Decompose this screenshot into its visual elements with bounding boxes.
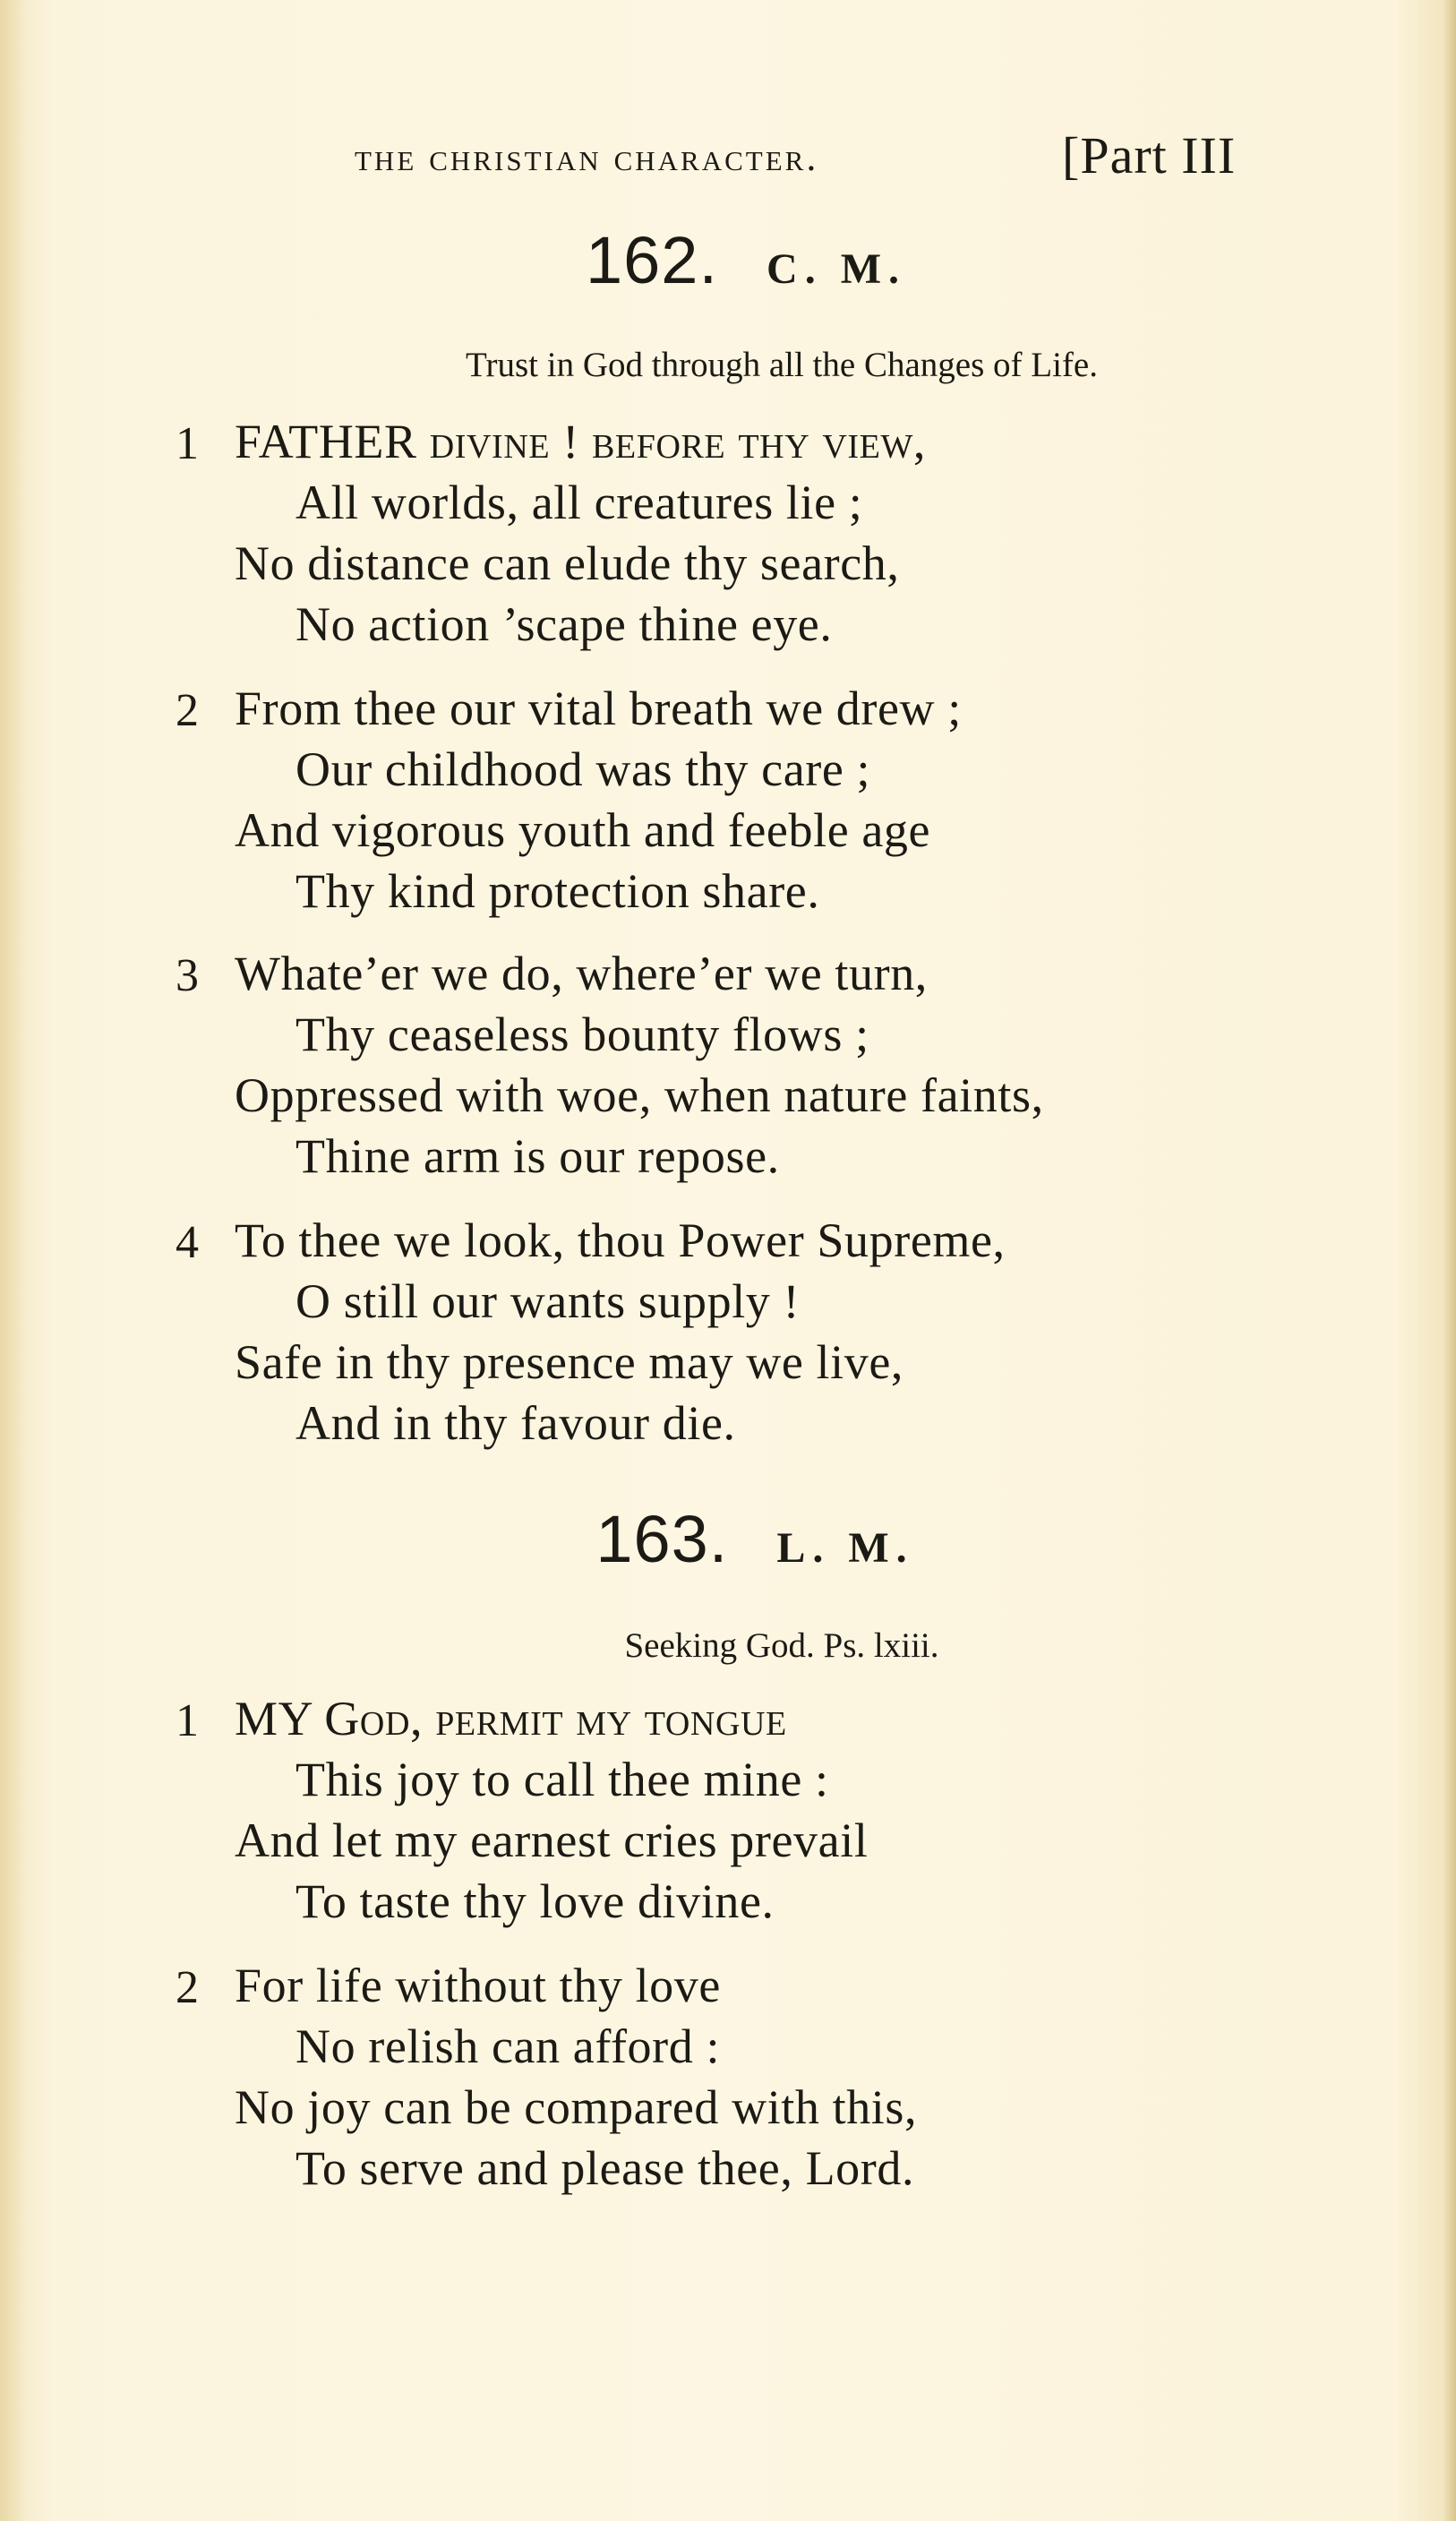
hymn-heading: [0, 1501, 1456, 1577]
hymn-subtitle: Seeking God. Ps. lxiii.: [624, 1626, 939, 1665]
verse-line: Whate’er we do, where’er we turn,: [235, 947, 928, 1000]
verse-line: And in thy favour die.: [295, 1396, 736, 1450]
verse-line: All worlds, all creatures lie ;: [295, 476, 863, 529]
running-head: [355, 126, 1277, 184]
verse-number: 3: [176, 950, 199, 1001]
verse-line: Safe in thy presence may we live,: [235, 1335, 904, 1389]
verse-line: To serve and please thee, Lord.: [295, 2141, 915, 2195]
running-head-title: the christian character.: [355, 135, 819, 179]
verse-line: For life without thy love: [235, 1959, 721, 2012]
verse-line: This joy to call thee mine :: [295, 1753, 829, 1806]
hymn-meter: C. M.: [767, 245, 906, 293]
verse-line: Thy ceaseless bounty flows ;: [295, 1008, 869, 1061]
verse-line: No relish can afford :: [295, 2019, 721, 2073]
verse-line: To thee we look, thou Power Supreme,: [235, 1213, 1006, 1267]
hymn-number: 163.: [595, 1502, 729, 1576]
verse-number: 1: [176, 1695, 199, 1746]
verse-line: Oppressed with woe, when nature faints,: [235, 1068, 1044, 1122]
verse-line: Our childhood was thy care ;: [295, 742, 871, 796]
verse-line: No distance can elude thy search,: [235, 536, 900, 590]
hymn-number: 162.: [586, 223, 719, 297]
hymn-heading: [0, 222, 1456, 298]
verse-line: No joy can be compared with this,: [235, 2080, 918, 2134]
verse-line-text: FATHER divine ! before thy view,: [235, 415, 927, 468]
verse-number: 2: [176, 1962, 199, 2013]
verse-line: To taste thy love divine.: [295, 1874, 775, 1928]
verse-line: O still our wants supply !: [295, 1274, 801, 1328]
hymn-subtitle: Trust in God through all the Changes of Life.: [466, 346, 1098, 384]
hymn-meter: L. M.: [776, 1524, 914, 1572]
verse-line: [235, 1691, 787, 1746]
verse-line: From thee our vital breath we drew ;: [235, 682, 962, 735]
verse-line: Thine arm is our repose.: [295, 1129, 780, 1183]
verse-line-text: MY God, permit my tongue: [235, 1692, 787, 1745]
verse-number: 4: [176, 1217, 199, 1268]
verse-line: No action ’scape thine eye.: [295, 597, 833, 651]
verse-number: 2: [176, 685, 199, 736]
running-head-part: [Part III: [1062, 126, 1237, 184]
verse-line: And let my earnest cries prevail: [235, 1814, 869, 1867]
verse-number: 1: [176, 418, 199, 469]
verse-line: And vigorous youth and feeble age: [235, 803, 931, 857]
verse-line: Thy kind protection share.: [295, 864, 820, 918]
verse-line: [235, 414, 926, 469]
